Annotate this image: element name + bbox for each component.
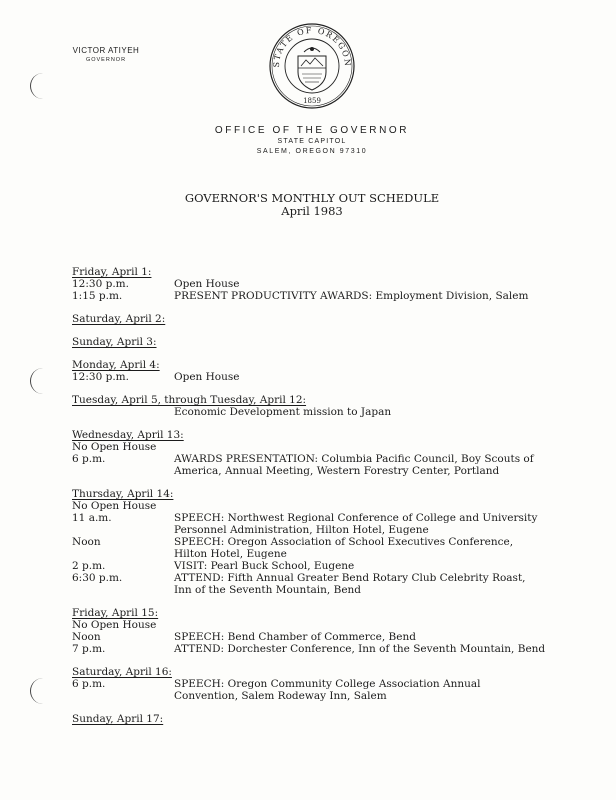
entry-description: VISIT: Pearl Buck School, Eugene bbox=[174, 560, 355, 572]
entry-description bbox=[174, 619, 612, 631]
entry-time: No Open House bbox=[72, 441, 157, 453]
day-header: Friday, April 1: bbox=[72, 266, 152, 278]
punch-hole-mark bbox=[30, 73, 49, 99]
entry-time: 6:30 p.m. bbox=[72, 572, 123, 584]
office-building: STATE CAPITOL bbox=[277, 138, 347, 145]
state-seal-icon bbox=[268, 22, 356, 110]
schedule-entry bbox=[72, 371, 612, 383]
schedule-day bbox=[72, 394, 612, 418]
entry-description: Open House bbox=[174, 278, 240, 290]
entry-description: SPEECH: Bend Chamber of Commerce, Bend bbox=[174, 631, 416, 643]
schedule-day bbox=[72, 488, 612, 596]
schedule-entry bbox=[72, 500, 612, 512]
office-letterhead bbox=[180, 125, 444, 155]
entry-time: 12:30 p.m. bbox=[72, 371, 129, 383]
schedule-entry bbox=[72, 512, 612, 536]
schedule-day bbox=[72, 313, 612, 325]
entry-description: ATTEND: Fifth Annual Greater Bend Rotary Club Celebrity Roast, Inn of the Seventh Mountain, Bend bbox=[174, 572, 526, 596]
office-address: SALEM, OREGON 97310 bbox=[256, 148, 368, 155]
entry-description: SPEECH: Northwest Regional Conference of College and University Personnel Administration, Hilton Hotel, Eugene bbox=[174, 512, 538, 536]
schedule-entry bbox=[72, 619, 612, 631]
entry-time: 6 p.m. bbox=[72, 678, 106, 690]
schedule-day bbox=[72, 359, 612, 383]
entry-description: AWARDS PRESENTATION: Columbia Pacific Council, Boy Scouts of America, Annual Meeting, Western Forestry Center, Portland bbox=[174, 453, 534, 477]
schedule-entry bbox=[72, 631, 612, 643]
schedule-entry bbox=[72, 643, 612, 655]
schedule-entry bbox=[72, 572, 612, 596]
schedule-day bbox=[72, 429, 612, 477]
schedule-entry bbox=[72, 290, 612, 302]
schedule-day bbox=[72, 666, 612, 702]
schedule-entry bbox=[72, 278, 612, 290]
schedule-day bbox=[72, 266, 612, 302]
entry-time: Noon bbox=[72, 536, 101, 548]
day-header: Tuesday, April 5, through Tuesday, April 12: bbox=[72, 394, 307, 406]
punch-hole-mark bbox=[30, 678, 49, 704]
entry-time: 12:30 p.m. bbox=[72, 278, 129, 290]
entry-description: ATTEND: Dorchester Conference, Inn of the Seventh Mountain, Bend bbox=[174, 643, 546, 655]
day-header: Sunday, April 3: bbox=[72, 336, 157, 348]
day-header: Wednesday, April 13: bbox=[72, 429, 184, 441]
office-name: OFFICE OF THE GOVERNOR bbox=[214, 125, 410, 136]
seal-year: 1859 bbox=[303, 97, 321, 105]
day-header: Thursday, April 14: bbox=[72, 488, 174, 500]
entry-time: 6 p.m. bbox=[72, 453, 106, 465]
entry-time: No Open House bbox=[72, 619, 157, 631]
entry-description bbox=[174, 500, 612, 512]
entry-time: No Open House bbox=[72, 500, 157, 512]
day-header: Saturday, April 2: bbox=[72, 313, 166, 325]
entry-time: 7 p.m. bbox=[72, 643, 106, 655]
schedule-entry bbox=[72, 441, 612, 453]
entry-time: 1:15 p.m. bbox=[72, 290, 123, 302]
entry-description: SPEECH: Oregon Community College Association Annual Convention, Salem Rodeway Inn, Salem bbox=[174, 678, 481, 702]
schedule-entry bbox=[72, 536, 612, 560]
governor-name: VICTOR ATIYEH bbox=[72, 46, 140, 55]
entry-description: PRESENT PRODUCTIVITY AWARDS: Employment Division, Salem bbox=[174, 290, 529, 302]
day-header: Monday, April 4: bbox=[72, 359, 160, 371]
entry-description: Open House bbox=[174, 371, 240, 383]
schedule-day bbox=[72, 713, 612, 725]
entry-time: 11 a.m. bbox=[72, 512, 112, 524]
schedule-entry bbox=[72, 453, 612, 477]
day-note: Economic Development mission to Japan bbox=[174, 406, 392, 418]
punch-hole-mark bbox=[30, 368, 49, 394]
schedule-entry bbox=[72, 560, 612, 572]
schedule-entry bbox=[72, 678, 612, 702]
governor-title: GOVERNOR bbox=[85, 57, 127, 63]
document-title-block bbox=[110, 192, 514, 218]
entry-time: 2 p.m. bbox=[72, 560, 106, 572]
day-header: Saturday, April 16: bbox=[72, 666, 172, 678]
schedule-day bbox=[72, 336, 612, 348]
schedule-day bbox=[72, 607, 612, 655]
seal-ring-text: STATE OF OREGON bbox=[271, 25, 353, 68]
document-title: GOVERNOR'S MONTHLY OUT SCHEDULE bbox=[184, 191, 440, 205]
entry-time: Noon bbox=[72, 631, 101, 643]
entry-description: SPEECH: Oregon Association of School Executives Conference, Hilton Hotel, Eugene bbox=[174, 536, 514, 560]
schedule-list bbox=[72, 266, 612, 736]
day-header: Friday, April 15: bbox=[72, 607, 159, 619]
document-subtitle: April 1983 bbox=[281, 204, 343, 218]
entry-description bbox=[174, 441, 612, 453]
day-header: Sunday, April 17: bbox=[72, 713, 164, 725]
